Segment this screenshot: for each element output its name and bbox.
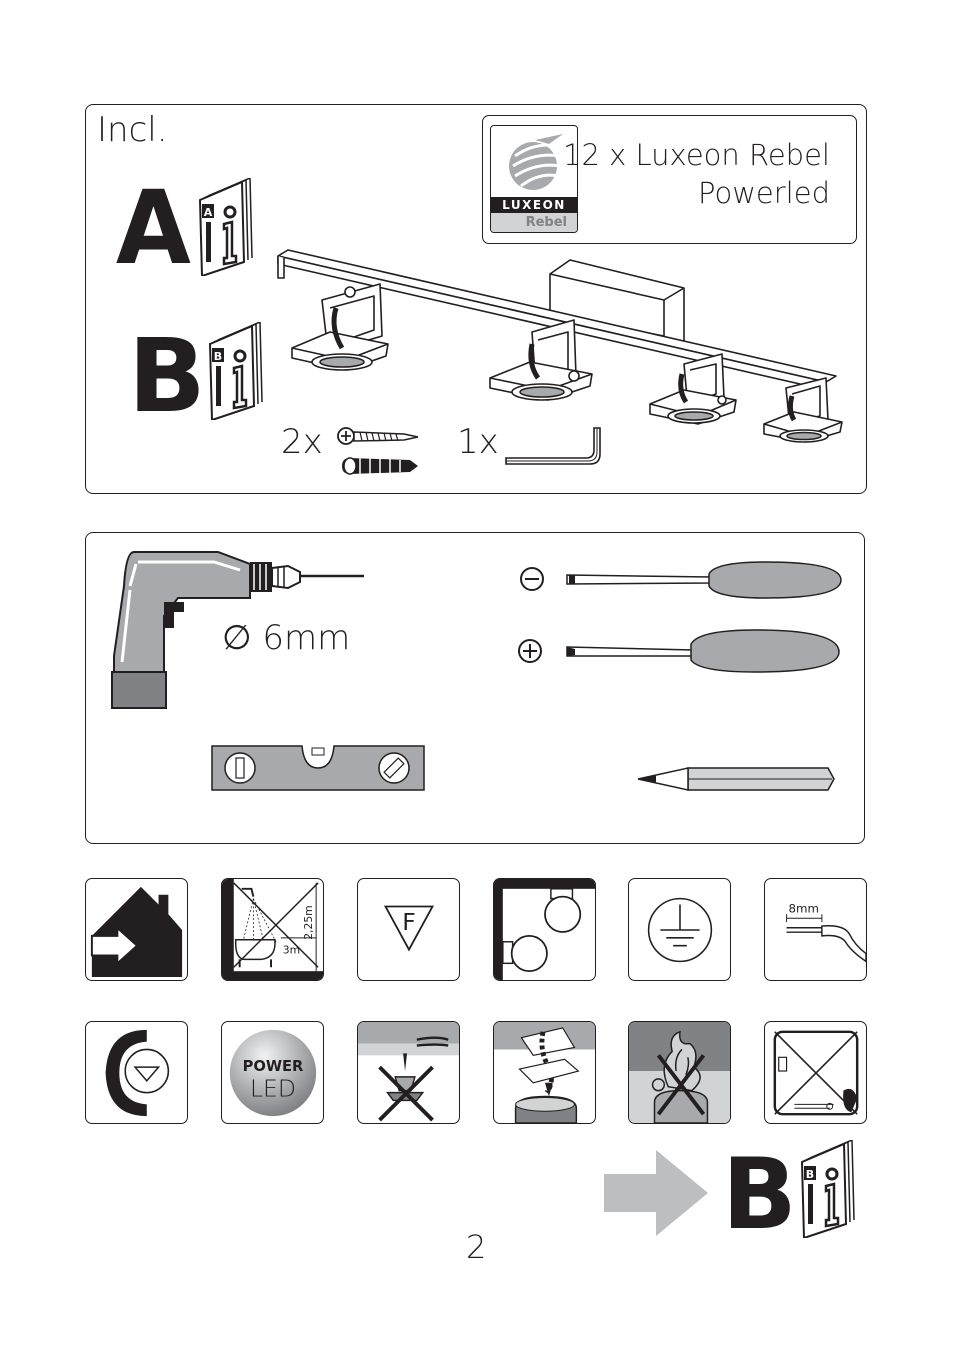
power-label: POWER <box>242 1058 304 1076</box>
led-label: LED <box>249 1074 297 1103</box>
drill-size-label: ∅ 6mm <box>222 618 351 658</box>
next-booklet-letter: B <box>722 1138 793 1252</box>
bathroom-height-label: 2,25m <box>302 905 316 940</box>
no-flammable-material-icon <box>628 1021 731 1124</box>
luxeon-logo-icon <box>505 132 565 196</box>
bathroom-distance-label: 3m <box>282 943 301 957</box>
luxeon-brand: LUXEON <box>491 197 577 213</box>
hexkey-quantity: 1x <box>457 422 499 462</box>
pencil-icon <box>636 764 838 794</box>
svg-text:A: A <box>203 206 213 219</box>
phillips-screwdriver-icon <box>513 626 845 676</box>
led-spec-line1: 12 x Luxeon Rebel <box>563 138 830 172</box>
arrow-right-icon <box>604 1150 708 1236</box>
luxeon-sub: Rebel <box>491 213 577 233</box>
indoor-use-icon <box>85 878 188 981</box>
power-led-icon <box>221 1021 324 1124</box>
svg-text:B: B <box>213 350 223 363</box>
screws-quantity: 2x <box>281 422 323 462</box>
screw-and-wallplug-icon <box>334 424 424 490</box>
hex-key-icon <box>502 424 602 468</box>
spirit-level-icon <box>210 744 426 794</box>
no-junction-box-cover-icon <box>764 1021 867 1124</box>
booklet-b-letter: B <box>128 317 202 436</box>
booklet-b-icon <box>208 322 268 420</box>
bathroom-zone-icon <box>221 878 324 981</box>
wire-strip-length-icon <box>764 878 867 981</box>
flat-screwdriver-icon <box>515 556 847 604</box>
f-mark-icon <box>357 878 460 981</box>
class-ii-insulation-icon <box>85 1021 188 1124</box>
wall-ceiling-mount-icon <box>493 878 596 981</box>
booklet-a-icon <box>198 178 258 276</box>
f-mark-letter: F <box>402 907 416 936</box>
included-heading: Incl. <box>97 110 168 150</box>
spotlight-bar-fixture-illustration <box>270 248 850 448</box>
led-spec-line2: Powerled <box>698 176 830 210</box>
ceiling-mount-assembly-icon <box>493 1021 596 1124</box>
strip-length-label: 8mm <box>788 901 819 916</box>
page-number: 2 <box>466 1228 487 1266</box>
next-booklet-icon <box>800 1140 860 1238</box>
no-covering-insulation-icon <box>357 1021 460 1124</box>
svg-text:B: B <box>805 1168 815 1181</box>
booklet-a-letter: A <box>115 169 188 288</box>
earth-ground-icon <box>628 878 731 981</box>
